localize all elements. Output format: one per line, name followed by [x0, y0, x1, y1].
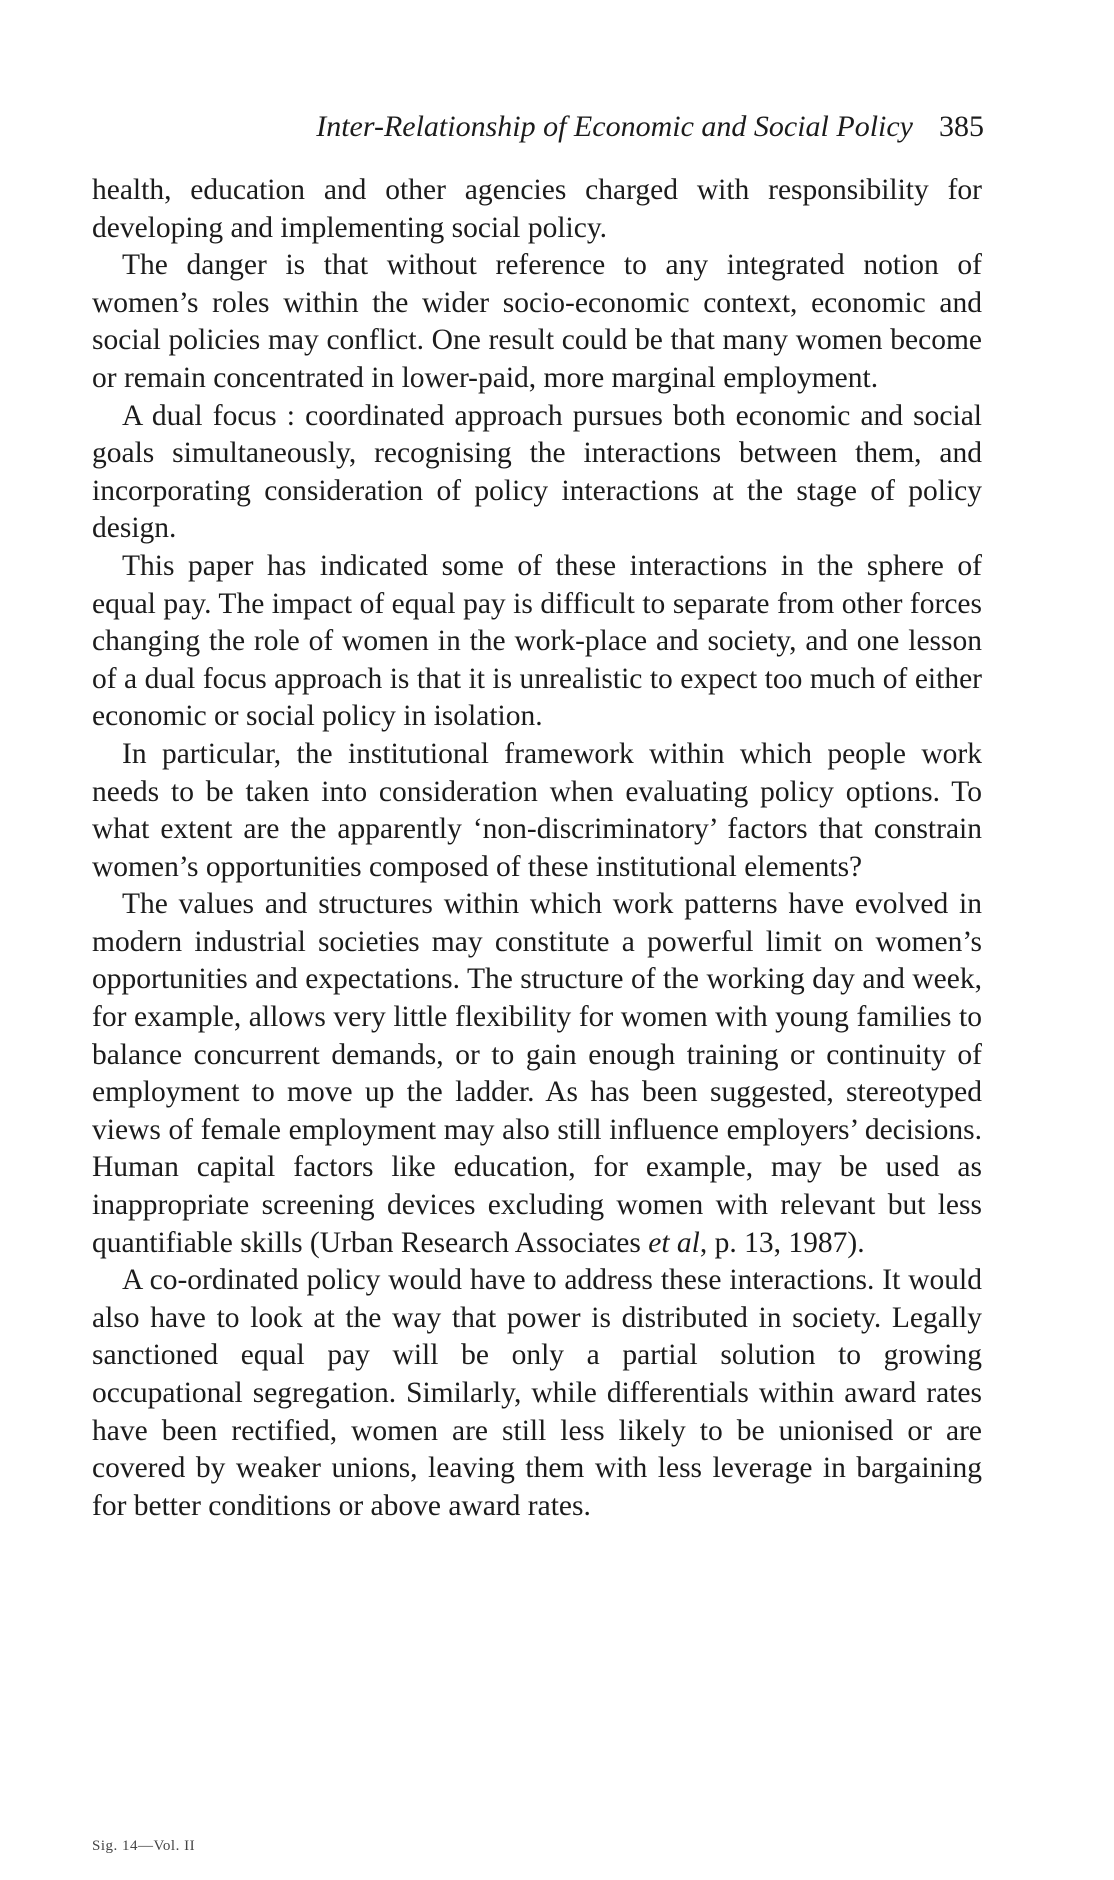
paragraph-6-text: The values and structures within which work patterns have evolved in modern industrial societies may constitute a powerful limit on women’s opportunities and expectations. The structure of the working day and week, for example, allows very little flexibility for women with young families to balance concurrent demands, or to gain enough training or continuity of employment to move up the ladder. As has been suggested, stereotyped views of female employment may also still influence employers’ decisions. Human capital factors like education, for example, may be used as inappropriate screening devices excluding women with relevant but less quantifiable skills (Urban Research Associates — [92, 888, 982, 1259]
paragraph-7: A co-ordinated policy would have to address these interactions. It would also have to look at the way that power is distributed in society. Legally sanctioned equal pay will be only a partial solution to growing occupational segregation. Similarly, while differentials within award rates have been rectified, women are still less likely to be unionised or are covered by weaker unions, leaving them with less leverage in bargaining for better conditions or above award rates. — [92, 1264, 982, 1522]
et-al-citation: et al — [648, 1226, 700, 1259]
paragraph-1: health, education and other agencies charged with responsibility for developing and implementing social policy. — [92, 174, 982, 244]
paragraph-4: This paper has indicated some of these interactions in the sphere of equal pay. The impact of equal pay is difficult to separate from other forces changing the role of women in the work-place and society, and one lesson of a dual focus approach is that it is unrealistic to expect too much of either economic or social policy in isolation. — [92, 549, 982, 733]
page-number: 385 — [939, 110, 984, 143]
paragraph-5: In particular, the institutional framework within which people work needs to be taken into consideration when evaluating policy options. To what extent are the apparently ‘non-discriminatory’ factors that constrain women’s opportunities composed of these institutional elements? — [92, 737, 982, 883]
signature-mark: Sig. 14—Vol. II — [92, 1838, 196, 1854]
body-text — [92, 172, 982, 1525]
paragraph-3: A dual focus : coordinated approach pursues both economic and social goals simultaneously, recognising the interactions between them, and incorporating consideration of policy interactions at the stage of policy design. — [92, 399, 982, 545]
running-title: Inter-Relationship of Economic and Social Policy — [316, 110, 913, 143]
paragraph-6-citation-end: , p. 13, 1987). — [699, 1226, 865, 1259]
paragraph-2: The danger is that without reference to any integrated notion of women’s roles within the wider socio-economic context, economic and social policies may conflict. One result could be that many women become or remain concentrated in lower-paid, more marginal employment. — [92, 249, 982, 394]
paragraph-6 — [92, 886, 982, 1262]
running-header — [92, 107, 984, 147]
